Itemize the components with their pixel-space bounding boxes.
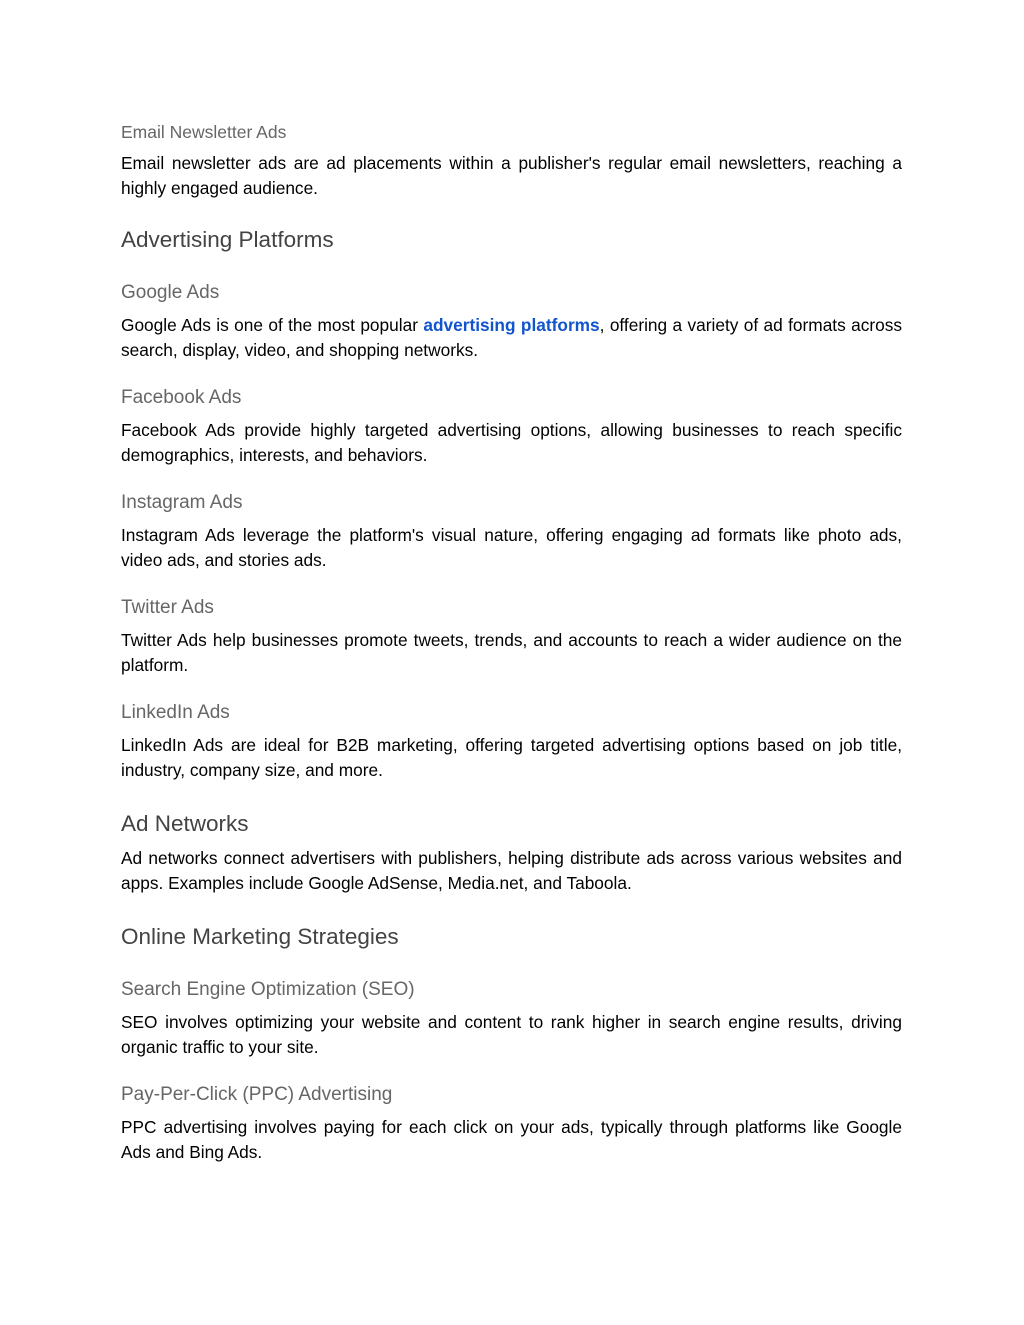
- twitter-ads-body: Twitter Ads help businesses promote tweets, trends, and accounts to reach a wider audience on the platform.: [121, 630, 902, 675]
- online-marketing-heading: Online Marketing Strategies: [121, 924, 399, 949]
- section-email-newsletter-ads: [121, 120, 902, 200]
- email-newsletter-body: Email newsletter ads are ad placements within a publisher's regular email newsletters, reaching a highly engaged audience.: [121, 153, 902, 198]
- ppc-heading: Pay-Per-Click (PPC) Advertising: [121, 1084, 393, 1105]
- section-ad-networks: [121, 810, 902, 895]
- section-twitter-ads: [121, 596, 902, 677]
- section-advertising-platforms: [121, 226, 902, 254]
- seo-heading: Search Engine Optimization (SEO): [121, 979, 415, 1000]
- email-newsletter-heading: Email Newsletter Ads: [121, 122, 287, 142]
- section-ppc: [121, 1083, 902, 1164]
- twitter-ads-heading: Twitter Ads: [121, 597, 214, 618]
- advertising-platforms-link[interactable]: advertising platforms: [423, 315, 600, 335]
- section-google-ads: [121, 281, 902, 362]
- instagram-ads-body: Instagram Ads leverage the platform's visual nature, offering engaging ad formats like photo ads, video ads, and stories ads.: [121, 525, 902, 570]
- google-ads-body-end: , offering a variety of ad formats across search, display, video, and shopping networks.: [121, 315, 903, 360]
- section-seo: [121, 978, 902, 1059]
- seo-body: SEO involves optimizing your website and content to rank higher in search engine results, driving organic traffic to your site.: [121, 1012, 902, 1057]
- facebook-ads-body: Facebook Ads provide highly targeted advertising options, allowing businesses to reach specific demographics, interests, and behaviors.: [121, 420, 902, 465]
- section-instagram-ads: [121, 491, 902, 572]
- google-ads-body-start: Google Ads is one of the most popular: [121, 315, 424, 335]
- linkedin-ads-heading: LinkedIn Ads: [121, 702, 230, 723]
- ppc-body: PPC advertising involves paying for each click on your ads, typically through platforms like Google Ads and Bing Ads.: [121, 1117, 902, 1162]
- section-linkedin-ads: [121, 701, 902, 782]
- section-online-marketing-strategies: [121, 923, 902, 951]
- linkedin-ads-body: LinkedIn Ads are ideal for B2B marketing, offering targeted advertising options based on job title, industry, company size, and more.: [121, 735, 902, 780]
- facebook-ads-heading: Facebook Ads: [121, 387, 242, 408]
- ad-networks-body: Ad networks connect advertisers with publishers, helping distribute ads across various websites and apps. Examples include Google AdSense, Media.net, and Taboola.: [121, 848, 902, 893]
- section-facebook-ads: [121, 386, 902, 467]
- google-ads-body: [121, 313, 902, 362]
- instagram-ads-heading: Instagram Ads: [121, 492, 243, 513]
- advertising-platforms-heading: Advertising Platforms: [121, 227, 334, 252]
- ad-networks-heading: Ad Networks: [121, 811, 249, 836]
- google-ads-heading: Google Ads: [121, 282, 220, 303]
